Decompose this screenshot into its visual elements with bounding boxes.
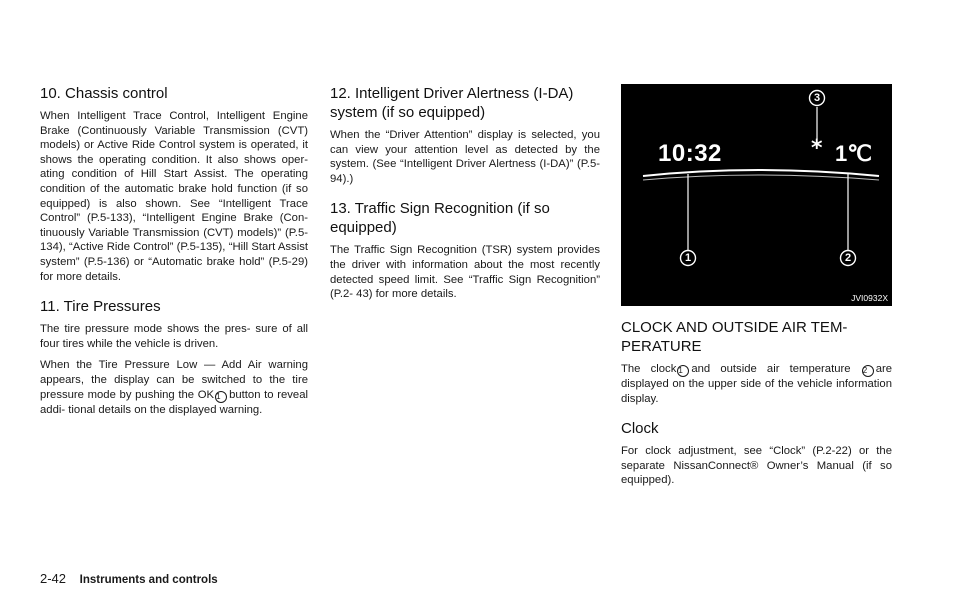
paragraph-tire-pressures-1: The tire pressure mode shows the pres- sure of all four tires while the vehicle is driven. [40,323,308,350]
text-segment: button to reveal addi- tional details on the displayed warning. [40,388,308,416]
figure-code: JVI0932X [851,293,888,303]
callout-number-2: 2 [844,252,852,264]
text-segment: are displayed on the upper side of the vehicle information display. [621,363,893,405]
heading-ida: 12. Intelligent Driver Alertness (I-DA) system (if so equipped) [330,85,574,121]
paragraph-tire-pressures-2 [40,358,308,417]
paragraph-clock-outside [621,362,892,406]
paragraph-clock: For clock adjustment, see “Clock” (P.2-22) or the separate NissanConnect® Owner’s Manual (if so equipped). [621,445,892,487]
callout-1-icon: 1 [677,365,689,377]
callout-1-icon: 1 [215,391,227,403]
heading-tsr: 13. Traffic Sign Recognition (if so equipped) [330,200,550,237]
column-right [621,84,892,495]
paragraph-chassis-control: When Intelligent Trace Control, Intelligent Engine Brake (Continuously Variable Transmission (CVT) models) or Active Ride Control system is operated, it shows the operating condition. It also shows oper- ating condition of Hill Start Assist. The operating condition of the automatic brake hold function (if so equipped) is also shown. See “Intelligent Trace Control” (P.5-133), “Intelligent Engine Brake (Con- tinuously Variable Transmission (CVT) models)” (P.5-134), “Active Ride Control” (P.5-135), “Hill Start Assist system” (P.5-136) or “Automatic brake hold” (P.5-29) for more details. [40,110,308,283]
paragraph-tsr: The Traffic Sign Recognition (TSR) system provides the driver with information about the most recently detected speed limit. See “Traffic Sign Recognition” (P.2- 43) for more details. [330,244,600,301]
heading-tire-pressures: 11. Tire Pressures [40,298,161,316]
column-middle [330,84,600,309]
section-title: Instruments and controls [79,574,218,586]
column-left [40,84,308,424]
clock-temperature-figure [621,84,892,306]
heading-chassis-control: 10. Chassis control [40,85,168,102]
outside-temperature: 1℃ [835,141,872,166]
display-shadow-curve [643,175,879,180]
callout-number-1: 1 [684,252,692,264]
paragraph-ida: When the “Driver Attention” display is selected, you can view your attention level as detected by the system. (See “Intelligent Driver Alertness (I-DA)” (P.5- 94).) [330,129,600,185]
text-segment: and outside air temperature [691,363,851,375]
callout-number-3: 3 [813,92,821,104]
clock-time: 10:32 [658,140,722,167]
page-number: 2-42 [40,571,67,586]
snowflake-icon: * [811,136,823,161]
callout-2-icon: 2 [862,365,874,377]
text-segment: When the Tire Pressure Low — Add Air warning appears, the display can be switched to the tire pressure mode by pushing the OK [40,359,308,401]
heading-clock-outside-air-temperature: CLOCK AND OUTSIDE AIR TEM- PERATURE [621,319,848,355]
text-segment: The clock [621,363,677,375]
page-footer [40,571,218,586]
heading-clock: Clock [621,420,659,438]
figure-lines [621,84,892,306]
